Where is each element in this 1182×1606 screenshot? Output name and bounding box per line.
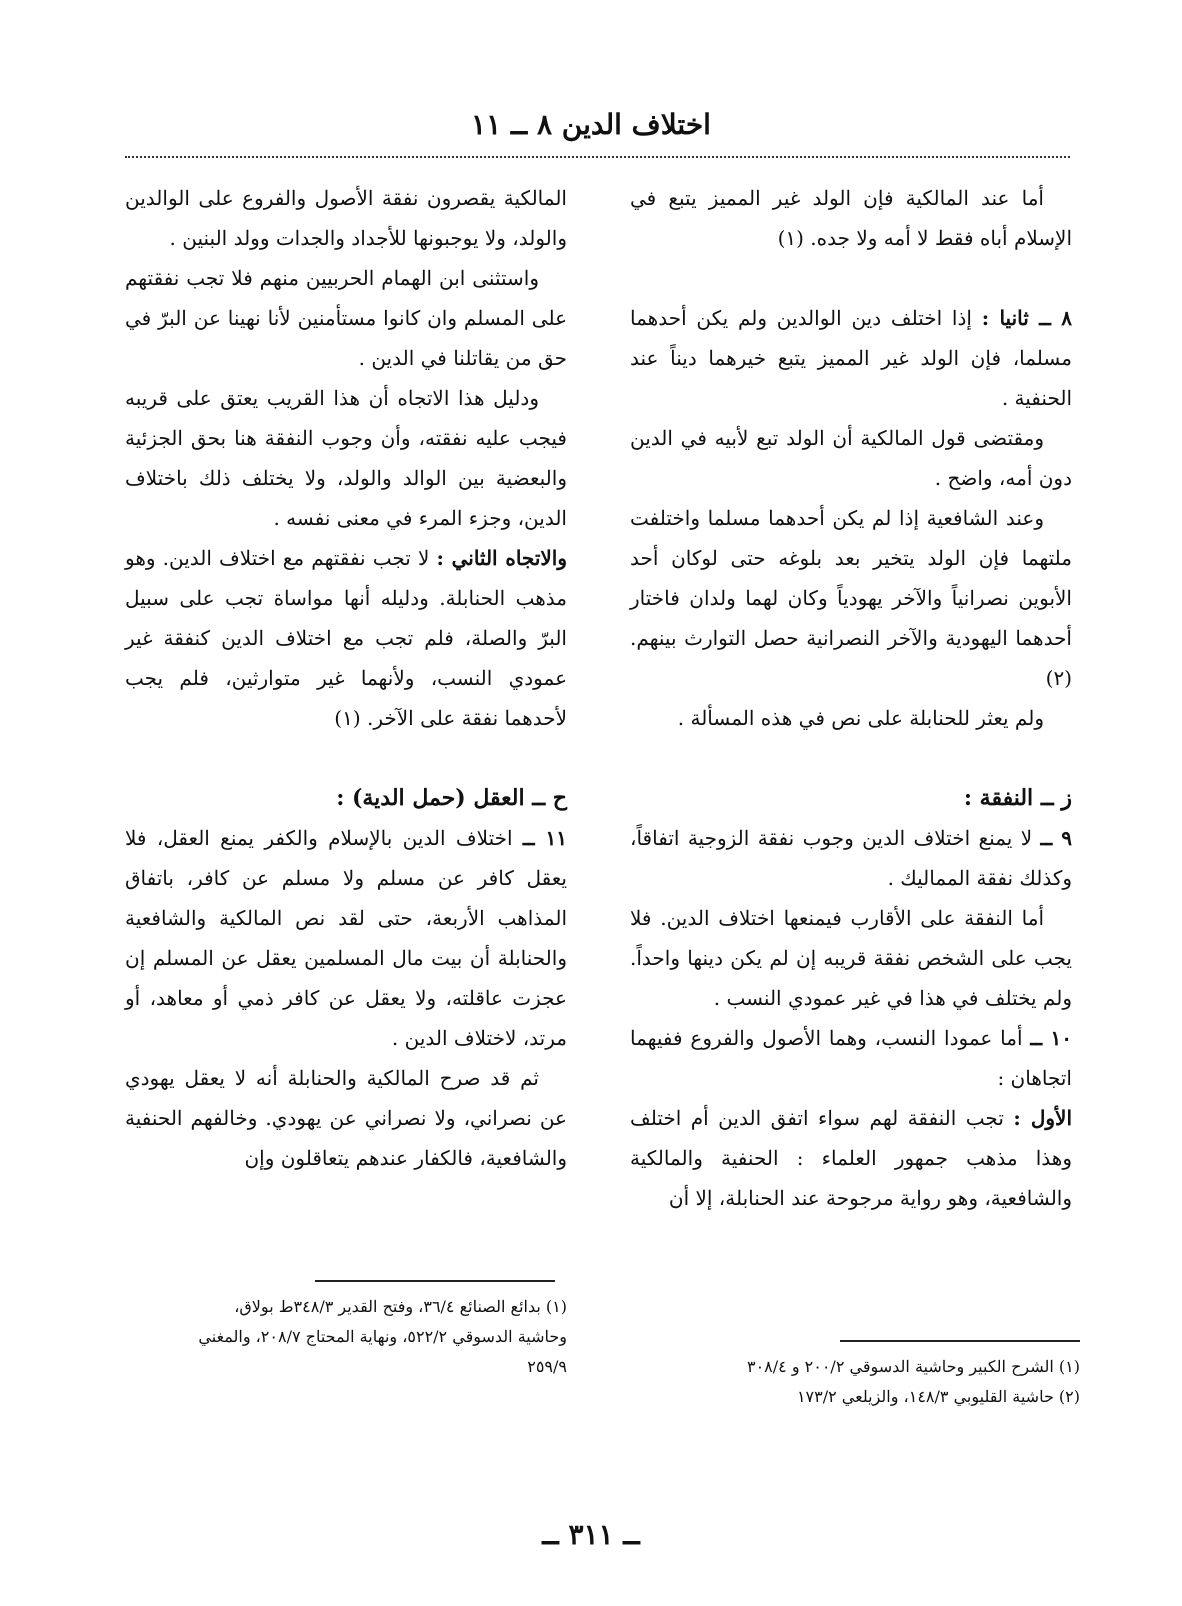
header-dotted-rule	[125, 156, 1070, 158]
paragraph-right-2	[630, 298, 1072, 418]
page-number: ــ ٣١١ ــ	[542, 1518, 640, 1551]
footnote-right-line-1: (١) الشرح الكبير وحاشية الدسوقي ٢٠٠/٢ و ٣٠٨/٤	[746, 1357, 1080, 1376]
paragraph-left-1: المالكية يقصرون نفقة الأصول والفروع على الوالدين والولد، ولا يوجبونها للأجداد والجدات وولد البنين .	[125, 186, 567, 250]
footnote-rule-right	[840, 1340, 1080, 1342]
item-9-text: لا يمنع اختلاف الدين وجوب نفقة الزوجية اتفاقاً، وكذلك نفقة المماليك .	[630, 826, 1072, 890]
paragraph-right-9	[630, 1098, 1072, 1218]
paragraph-left-6: ثم قد صرح المالكية والحنابلة أنه لا يعقل يهودي عن نصراني، ولا نصراني عن يهودي. وخالفهم الحنفية والشافعية، فالكفار عندهم يتعاقلون وإن	[125, 1066, 567, 1170]
item-10-lead: ١٠ ــ	[1030, 1026, 1072, 1050]
item-8-lead: ٨ ــ ثانيا :	[981, 306, 1072, 330]
item-10-text: أما عمودا النسب، وهما الأصول والفروع ففيهما اتجاهان :	[630, 1026, 1072, 1090]
page-header-title: اختلاف الدين ٨ ــ ١١	[471, 108, 711, 141]
paragraph-left-2: واستثنى ابن الهمام الحربيين منهم فلا تجب نفقتهم على المسلم وان كانوا مستأمنين لأنا نهينا عن البرّ في حق من يقاتلنا في الدين .	[125, 266, 567, 370]
section-heading-h: ح ــ العقل (حمل الدية) :	[336, 785, 567, 811]
second-view-text: لا تجب نفقتهم مع اختلاف الدين. وهو مذهب الحنابلة. ودليله أنها مواساة تجب على سبيل البرّ والصلة، فلم تجب مع اختلاف الدين كنفقة غير عمودي النسب، ولأنهما غير متوارثين، فلم يجب لأحدهما نفقة على الآخر. (١)	[125, 546, 567, 730]
paragraph-right-5: ولم يعثر للحنابلة على نص في هذه المسألة .	[677, 706, 1044, 730]
first-view-text: تجب النفقة لهم سواء اتفق الدين أم اختلف وهذا مذهب جمهور العلماء : الحنفية والمالكية والشافعية، وهو رواية مرجوحة عند الحنابلة، إلا أن	[630, 1106, 1072, 1210]
footnote-left-line-1: (١) بدائع الصنائع ٣٦/٤، وفتح القدير ٣٤٨/٣ط بولاق،	[234, 1297, 567, 1316]
paragraph-right-7: أما النفقة على الأقارب فيمنعها اختلاف الدين. فلا يجب على الشخص نفقة قريبه إن لم يكن دينها واحداً. ولم يختلف في هذا في غير عمودي النسب .	[630, 906, 1072, 1010]
first-view-lead: الأول :	[1013, 1106, 1072, 1130]
paragraph-right-6	[630, 818, 1072, 898]
paragraph-left-4	[125, 538, 567, 738]
paragraph-right-1: أما عند المالكية فإن الولد غير المميز يتبع في الإسلام أباه فقط لا أمه ولا جده. (١)	[630, 186, 1072, 250]
paragraph-right-4: وعند الشافعية إذا لم يكن أحدهما مسلما واختلفت ملتهما فإن الولد يتخير بعد بلوغه حتى لوكان أحد الأبوين نصرانياً والآخر يهودياً وكان لهما ولدان فاختار أحدهما اليهودية والآخر النصرانية حصل التوارث بينهم. (٢)	[630, 506, 1072, 690]
footnote-left-line-2: وحاشية الدسوقي ٥٢٢/٢، ونهاية المحتاج ٢٠٨/٧، والمغني	[198, 1327, 567, 1346]
footnote-right-line-2: (٢) حاشية القليوبي ١٤٨/٣، والزيلعي ١٧٣/٢	[796, 1387, 1080, 1406]
footnote-left-line-3: ٢٥٩/٩	[527, 1357, 567, 1376]
footnote-rule-left	[315, 1280, 555, 1282]
section-heading-z: ز ــ النفقة :	[963, 785, 1072, 811]
paragraph-right-3: ومقتضى قول المالكية أن الولد تبع لأبيه في الدين دون أمه، واضح .	[630, 426, 1072, 490]
second-view-lead: والاتجاه الثاني :	[436, 546, 568, 570]
paragraph-left-3: ودليل هذا الاتجاه أن هذا القريب يعتق على قريبه فيجب عليه نفقته، وأن وجوب النفقة هنا بحق الجزئية والبعضية بين الوالد والولد، ولا يختلف ذلك باختلاف الدين، وجزء المرء في معنى نفسه .	[125, 386, 567, 530]
left-column	[125, 178, 567, 1178]
paragraph-right-8	[630, 1018, 1072, 1098]
paragraph-left-5	[125, 818, 567, 1058]
item-11-lead: ١١ ــ	[522, 826, 567, 850]
footnotes-left	[125, 1280, 567, 1382]
item-9-lead: ٩ ــ	[1040, 826, 1072, 850]
item-11-text: اختلاف الدين بالإسلام والكفر يمنع العقل، فلا يعقل كافر عن مسلم ولا مسلم عن كافر، باتفاق المذاهب الأربعة، حتى لقد نص المالكية والشافعية والحنابلة أن بيت مال المسلمين يعقل عن المسلم إن عجزت عاقلته، ولا يعقل عن كافر ذمي أو معاهد، أو مرتد، لاختلاف الدين .	[125, 826, 567, 1050]
right-column	[630, 178, 1072, 1218]
item-8-text: إذا اختلف دين الوالدين ولم يكن أحدهما مسلما، فإن الولد غير المميز يتبع خيرهما ديناً عند الحنفية .	[630, 306, 1072, 410]
footnotes-right	[630, 1340, 1080, 1412]
